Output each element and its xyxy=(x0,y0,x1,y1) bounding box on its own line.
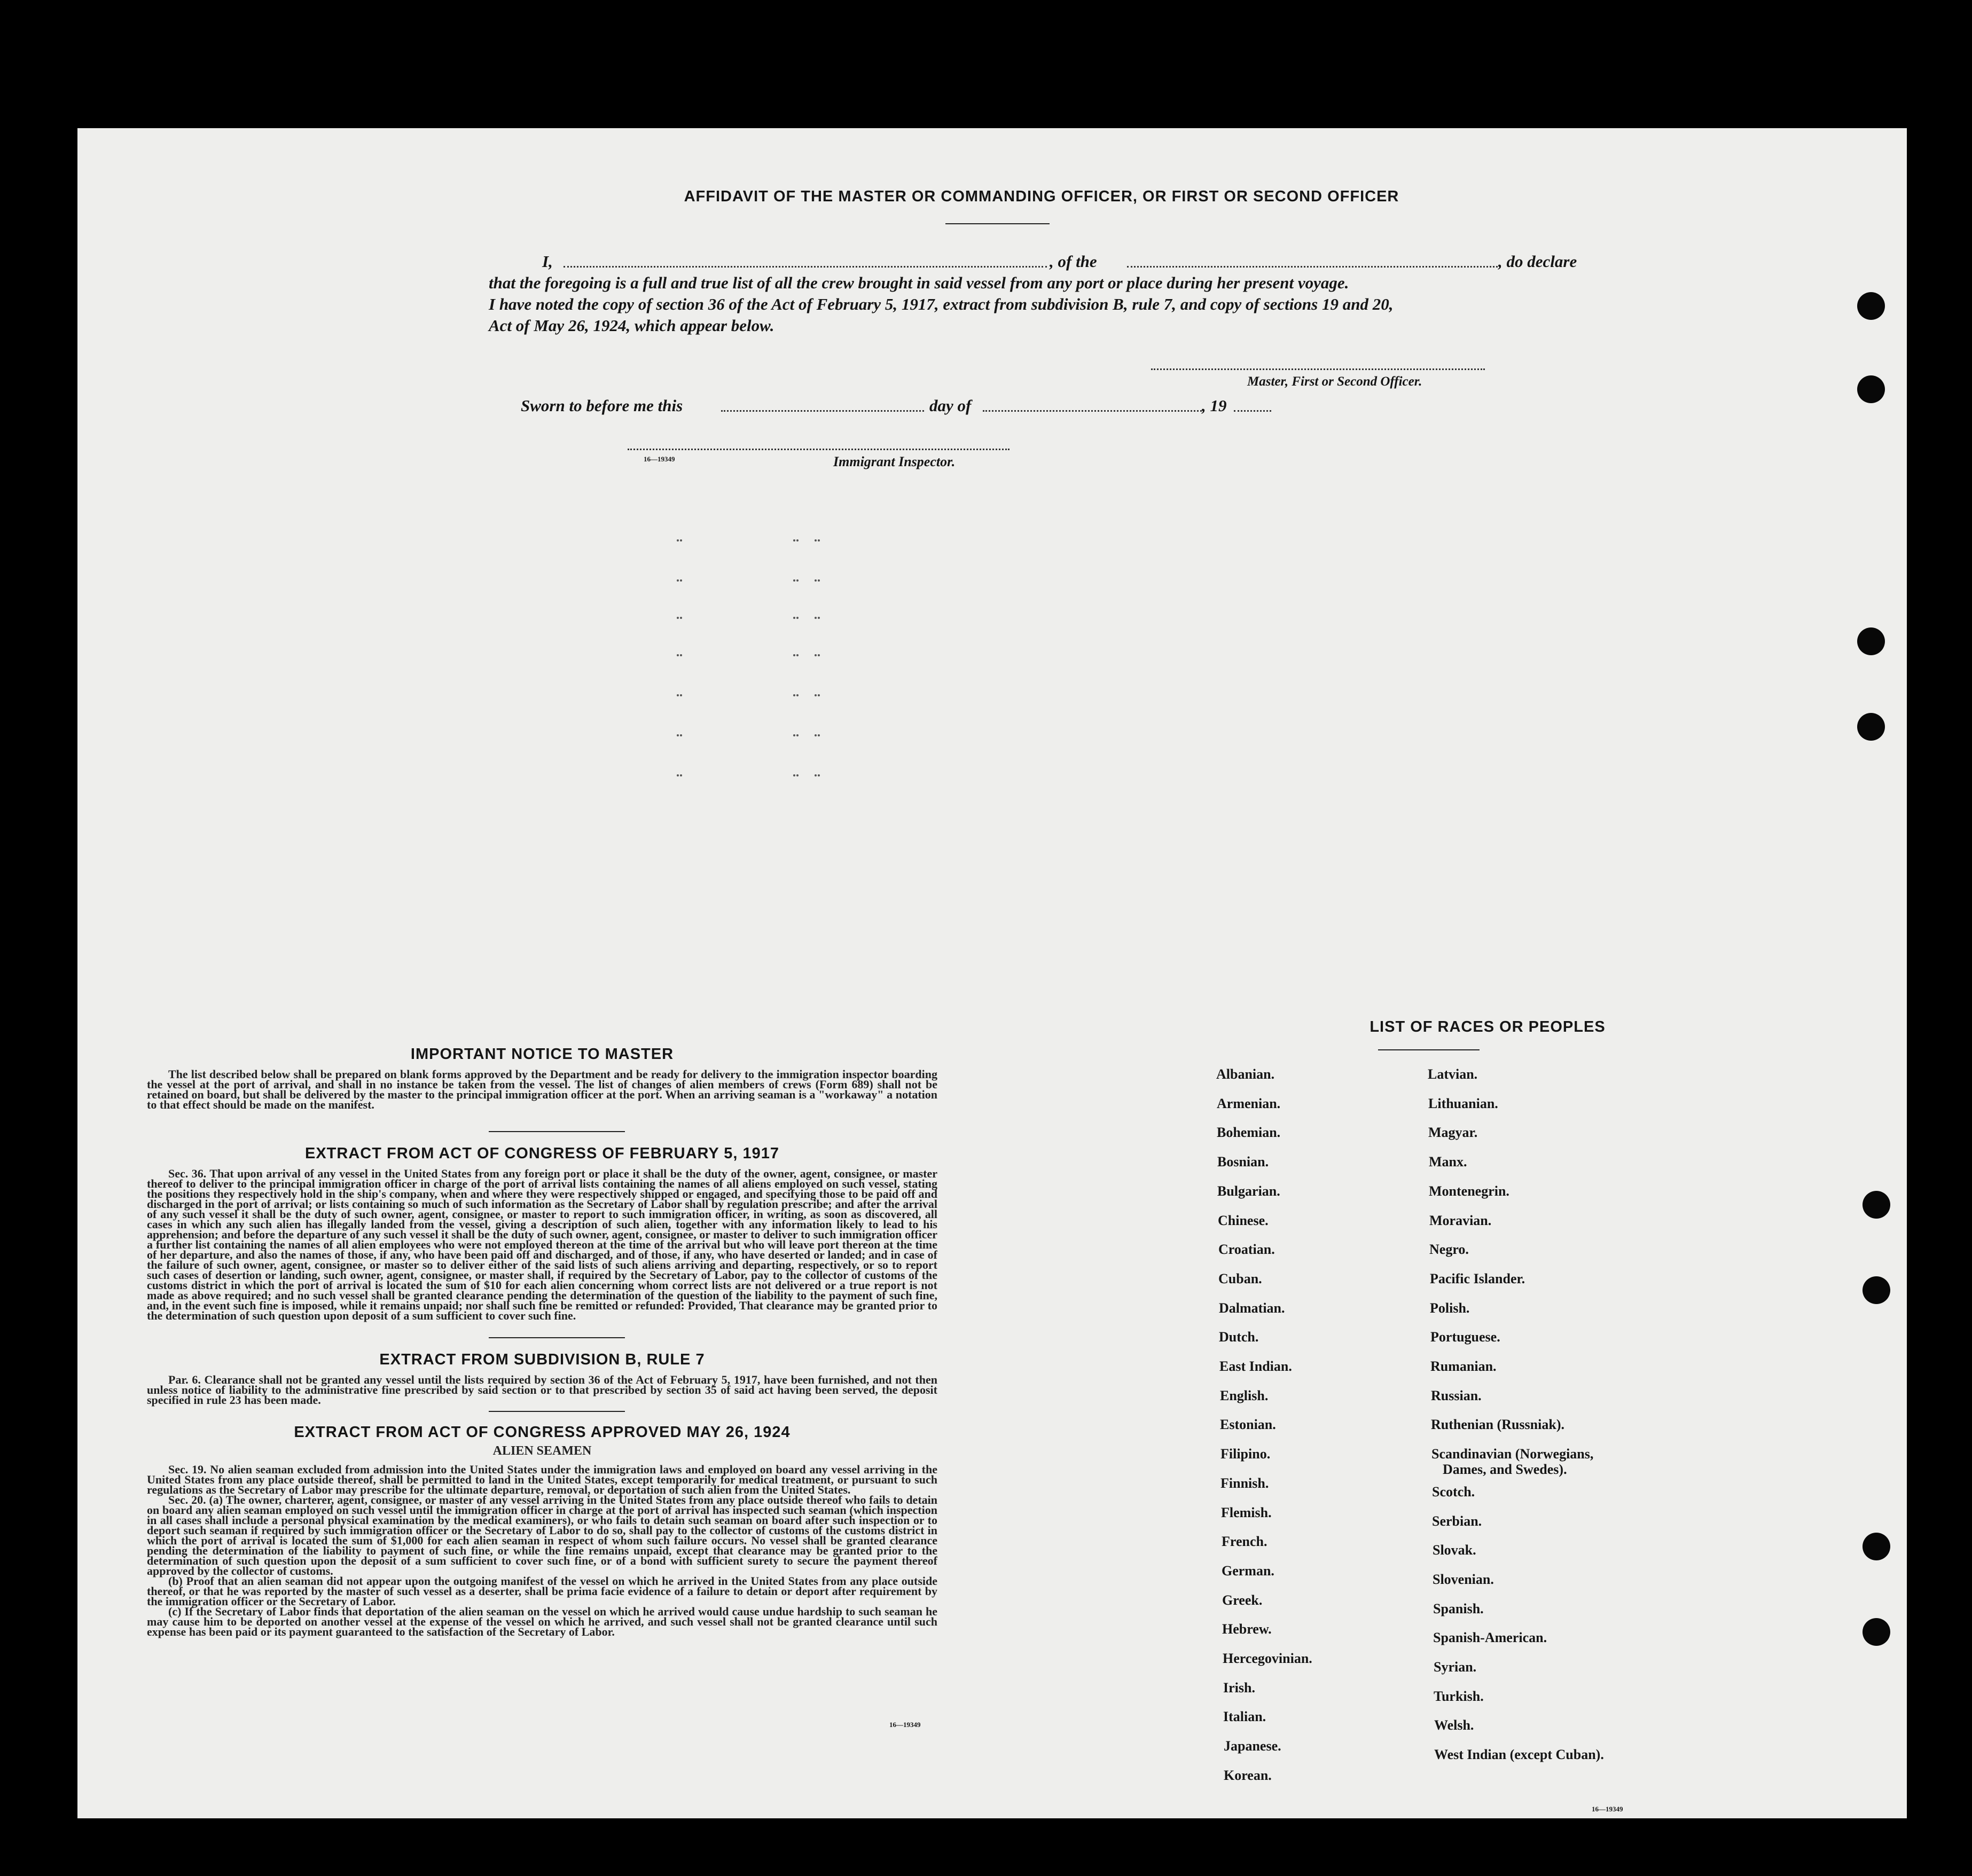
affidavit-line1 xyxy=(489,251,1610,272)
affidavit-title: AFFIDAVIT OF THE MASTER OR COMMANDING OFFICER, OR FIRST OR SECOND OFFICER xyxy=(684,188,1399,205)
speck xyxy=(796,694,799,696)
inspector-label: Immigrant Inspector. xyxy=(833,454,956,469)
extract-1924-body xyxy=(147,1464,937,1637)
race-item: Latvian. xyxy=(1428,1066,1478,1082)
sworn-line xyxy=(521,395,1375,417)
affidavit-line3: I have noted the copy of section 36 of the Act of February 5, 1917, extract from subdivision B, rule 7, and copy of sections 19 and 20, xyxy=(489,295,1394,313)
speck xyxy=(677,774,679,776)
speck xyxy=(815,579,817,582)
label-day-of: day of xyxy=(929,396,972,415)
race-item: Italian. xyxy=(1223,1709,1266,1725)
speck xyxy=(796,734,799,736)
race-item: Portuguese. xyxy=(1430,1329,1500,1345)
speck xyxy=(680,694,682,696)
form-number: 16—19349 xyxy=(1592,1805,1623,1813)
speck xyxy=(796,654,799,656)
race-item: Turkish. xyxy=(1434,1688,1484,1704)
punch-hole xyxy=(1857,375,1885,403)
race-item: Scotch. xyxy=(1432,1483,1475,1500)
speck xyxy=(793,579,795,582)
race-item: Russian. xyxy=(1431,1387,1482,1403)
extract-1917-body: Sec. 36. That upon arrival of any vessel in the United States from any foreign port or place it shall be the duty of the owner, agent, consignee, or master thereof to deliver to the principal immigration officer in charge of the port of arrival lists containing the names of all aliens employed on such vessel, stating the positions they respectively hold in the ship's company, when and where they were respectively shipped or engaged, and specifying those to be paid off and discharged in the port of arrival; or lists containing so much of such information as the Secretary of Labor shall by regulation prescribe; and after the arrival of any such vessel it shall be the duty of such owner, agent, consignee, or master to report to such immigration officer, in writing, as soon as discovered, all cases in which any such alien has illegally landed from the vessel, giving a description of such alien, together with any information likely to lead to his apprehension; and before the departure of any such vessel it shall be the duty of such owner, agent, consignee, or master to deliver to such immigration officer a further list containing the names of all alien employees who were not employed thereon at the time of the arrival but who will leave port thereon at the time of her departure, and also the names of those, if any, who have been paid off and discharged, and of those, if any, who have deserted or landed; and in case of the failure of such owner, agent, consignee, or master so to deliver either of the said lists of such aliens arriving and departing, respectively, or so to report such cases of desertion or landing, such owner, agent, consignee, or master shall, if required by the Secretary of Labor, pay to the collector of customs of the customs district in which the port of arrival is located the sum of $10 for each alien concerning whom correct lists are not delivered or a true report is not made as above required; and no such vessel shall be granted clearance pending the determination of the question of the liability to the payment of such fine, and, in the event such fine is imposed, while it remains unpaid; nor shall such fine be remitted or refunded: Provided, That clearance may be granted prior to the determination of such question upon deposit of a sum sufficient to cover such fine. xyxy=(147,1167,937,1322)
race-item: Moravian. xyxy=(1429,1212,1492,1228)
form-number: 16—19349 xyxy=(889,1721,921,1729)
race-item: Slovenian. xyxy=(1433,1571,1494,1587)
inspector-signature-line xyxy=(628,449,1010,450)
races-title-underline xyxy=(1378,1049,1480,1050)
race-item: Montenegrin. xyxy=(1429,1183,1509,1199)
race-item: German. xyxy=(1222,1563,1274,1579)
speck xyxy=(818,694,820,696)
speck xyxy=(815,774,817,776)
sec-20b: (b) Proof that an alien seaman did not appear upon the outgoing manifest of the vessel on which he arrived in the United States from any place outside thereof, or that he was reported by the master of such vessel as a deserter, shall be prima facie evidence of a failure to detain or deport after requirement by the immigration officer or the Secretary of Labor. xyxy=(147,1574,937,1608)
race-item: Bulgarian. xyxy=(1217,1183,1280,1199)
race-item: Armenian. xyxy=(1217,1095,1281,1111)
race-item: Syrian. xyxy=(1434,1659,1477,1675)
race-item: Croatian. xyxy=(1218,1242,1275,1258)
speck xyxy=(818,579,820,582)
sworn-year-blank xyxy=(1234,410,1271,412)
divider xyxy=(489,1337,625,1338)
race-item: Hebrew. xyxy=(1222,1621,1272,1637)
speck xyxy=(793,654,795,656)
race-item: Japanese. xyxy=(1224,1738,1281,1754)
race-item: Bosnian. xyxy=(1217,1154,1269,1170)
sec-20c: (c) If the Secretary of Labor finds that deportation of the alien seaman on the vessel on which he arrived would cause undue hardship to such seaman he may cause him to be deported on another vessel at the expense of the vessel on which he arrived, and such vessel shall not be granted clearance until such expense has been paid or its payment guaranteed to the satisfaction of the Secretary of Labor. xyxy=(147,1605,937,1638)
race-item: Bohemian. xyxy=(1217,1125,1281,1141)
sworn-month-blank xyxy=(983,410,1202,412)
label-of-the: , of the xyxy=(1050,252,1097,271)
race-item: Slovak. xyxy=(1433,1542,1476,1558)
race-item: Serbian. xyxy=(1432,1513,1482,1529)
speck xyxy=(677,694,679,696)
speck xyxy=(815,654,817,656)
divider xyxy=(489,1131,625,1132)
extract-1917-title: EXTRACT FROM ACT OF CONGRESS OF FEBRUARY 5, 1917 xyxy=(304,1145,780,1162)
race-item: Estonian. xyxy=(1220,1417,1276,1433)
speck xyxy=(793,774,795,776)
notice-title: IMPORTANT NOTICE TO MASTER xyxy=(410,1046,674,1063)
race-item: Greek. xyxy=(1222,1592,1263,1608)
speck xyxy=(677,539,679,541)
speck xyxy=(796,579,799,582)
speck xyxy=(680,734,682,736)
speck xyxy=(818,654,820,656)
race-item: Irish. xyxy=(1223,1679,1255,1696)
signature-label: Master, First or Second Officer. xyxy=(1247,374,1422,389)
race-item: Magyar. xyxy=(1428,1125,1478,1141)
race-item: Ruthenian (Russniak). xyxy=(1431,1417,1564,1433)
speck xyxy=(818,539,820,541)
speck xyxy=(815,539,817,541)
punch-hole xyxy=(1863,1191,1890,1219)
sec-20a: Sec. 20. (a) The owner, charterer, agent, consignee, or master of any vessel arriving in the United States from any place outside thereof who fails to detain on board any alien seaman employed on such vessel until the immigration officer in charge at the port of arrival has inspected such seaman (which inspection in all cases shall include a personal physical examination by the medical examiners), or who fails to detain such seaman on board after such inspection or to deport such seaman if required by such immigration officer or the Secretary of Labor to do so, shall pay to the collector of customs of the customs district in which the port of arrival is located the sum of $1,000 for each alien seaman in respect of whom such failure occurs. No vessel shall be granted clearance pending the determination of the liability to payment of such fine, or while the fine remains unpaid, except that clearance may be granted prior to the determination of such question upon the deposit of a sum sufficient to cover such fine, or of a bond with sufficient surety to secure the payment thereof approved by the collector of customs. xyxy=(147,1493,937,1577)
speck xyxy=(793,694,795,696)
label-sworn: Sworn to before me this xyxy=(521,396,683,415)
punch-hole xyxy=(1857,292,1885,320)
race-item: Chinese. xyxy=(1218,1212,1269,1228)
speck xyxy=(796,774,799,776)
speck xyxy=(818,734,820,736)
race-item: Dames, and Swedes). xyxy=(1443,1462,1567,1478)
speck xyxy=(677,579,679,582)
speck xyxy=(793,617,795,619)
race-item: Spanish. xyxy=(1433,1600,1484,1616)
race-item: Lithuanian. xyxy=(1428,1095,1498,1111)
race-item: Dutch. xyxy=(1219,1329,1259,1345)
speck xyxy=(793,734,795,736)
speck xyxy=(680,774,682,776)
speck xyxy=(818,774,820,776)
subdivision-b-title: EXTRACT FROM SUBDIVISION B, RULE 7 xyxy=(379,1351,705,1368)
sec-19: Sec. 19. No alien seaman excluded from admission into the United States under the immigration laws and employed on board any vessel arriving in the United States from any place outside thereof, shall be permitted to land in the United States, except temporarily for medical treatment, or pursuant to such regulations as the Secretary of Labor may prescribe for the ultimate departure, removal, or deportation of such alien from the United States. xyxy=(147,1463,937,1496)
punch-hole xyxy=(1863,1276,1890,1304)
races-title: LIST OF RACES OR PEOPLES xyxy=(1370,1018,1606,1035)
title-underline xyxy=(945,223,1050,224)
race-item: Rumanian. xyxy=(1430,1359,1497,1374)
race-item: Dalmatian. xyxy=(1219,1300,1285,1316)
speck xyxy=(815,694,817,696)
label-i: I, xyxy=(542,252,553,271)
race-item: Cuban. xyxy=(1218,1270,1262,1286)
sworn-day-blank xyxy=(721,410,924,412)
race-item: Spanish-American. xyxy=(1433,1630,1547,1646)
race-item: East Indian. xyxy=(1219,1359,1292,1374)
speck xyxy=(818,617,820,619)
affidavit-line4: Act of May 26, 1924, which appear below. xyxy=(489,316,774,335)
speck xyxy=(815,617,817,619)
punch-hole xyxy=(1863,1533,1890,1560)
race-item: Pacific Islander. xyxy=(1430,1270,1525,1286)
race-item: Hercegovinian. xyxy=(1223,1651,1312,1666)
speck xyxy=(815,734,817,736)
race-item: Negro. xyxy=(1429,1242,1469,1258)
race-item: English. xyxy=(1220,1387,1269,1403)
speck xyxy=(793,539,795,541)
speck xyxy=(677,617,679,619)
divider xyxy=(489,1411,625,1412)
form-number: 16—19349 xyxy=(644,455,675,463)
punch-hole xyxy=(1863,1618,1890,1646)
race-item: Flemish. xyxy=(1221,1504,1272,1520)
race-item: Manx. xyxy=(1429,1154,1467,1170)
speck xyxy=(677,734,679,736)
extract-1924-title: EXTRACT FROM ACT OF CONGRESS APPROVED MAY 26, 1924 xyxy=(294,1424,791,1441)
race-item: Filipino. xyxy=(1220,1446,1271,1462)
race-item: Welsh. xyxy=(1434,1717,1474,1733)
race-item: West Indian (except Cuban). xyxy=(1434,1747,1604,1763)
vessel-blank xyxy=(1127,266,1501,268)
alien-seamen-subtitle: ALIEN SEAMEN xyxy=(492,1444,592,1458)
punch-hole xyxy=(1857,627,1885,655)
speck xyxy=(680,654,682,656)
speck xyxy=(680,539,682,541)
label-year: , 19 xyxy=(1202,396,1227,415)
race-item: Albanian. xyxy=(1216,1066,1275,1082)
signature-line xyxy=(1151,368,1485,370)
speck xyxy=(680,617,682,619)
race-item: Polish. xyxy=(1430,1300,1470,1316)
speck xyxy=(680,579,682,582)
subdivision-b-body: Par. 6. Clearance shall not be granted any vessel until the lists required by section 36 of the Act of February 5, 1917, have been furnished, and not then unless notice of liability to the administrative fine prescribed by said section or to that prescribed by section 35 of said act having been served, the deposit specified in rule 23 has been made. xyxy=(147,1373,937,1407)
document-sheet xyxy=(77,128,1907,1818)
speck xyxy=(796,617,799,619)
label-do-declare: , do declare xyxy=(1498,252,1577,271)
race-item: Korean. xyxy=(1224,1767,1272,1783)
speck xyxy=(796,539,799,541)
name-blank xyxy=(564,266,1047,268)
speck xyxy=(677,654,679,656)
affidavit-line2: that the foregoing is a full and true list of all the crew brought in said vessel from any port or place during her present voyage. xyxy=(489,273,1349,292)
punch-hole xyxy=(1857,713,1885,741)
notice-body: The list described below shall be prepared on blank forms approved by the Department and be ready for delivery to the immigration inspector boarding the vessel at the port of arrival, and shall in no instance be taken from the vessel. The list of changes of alien members of crews (Form 689) shall not be retained on board, but shall be delivered by the master to the principal immigration officer at the port. When an arriving seaman is a "workaway" a notation to that effect should be made on the manifest. xyxy=(147,1067,937,1111)
race-item: Finnish. xyxy=(1220,1475,1269,1491)
race-item: Scandinavian (Norwegians, xyxy=(1431,1446,1594,1462)
race-item: French. xyxy=(1222,1534,1267,1550)
